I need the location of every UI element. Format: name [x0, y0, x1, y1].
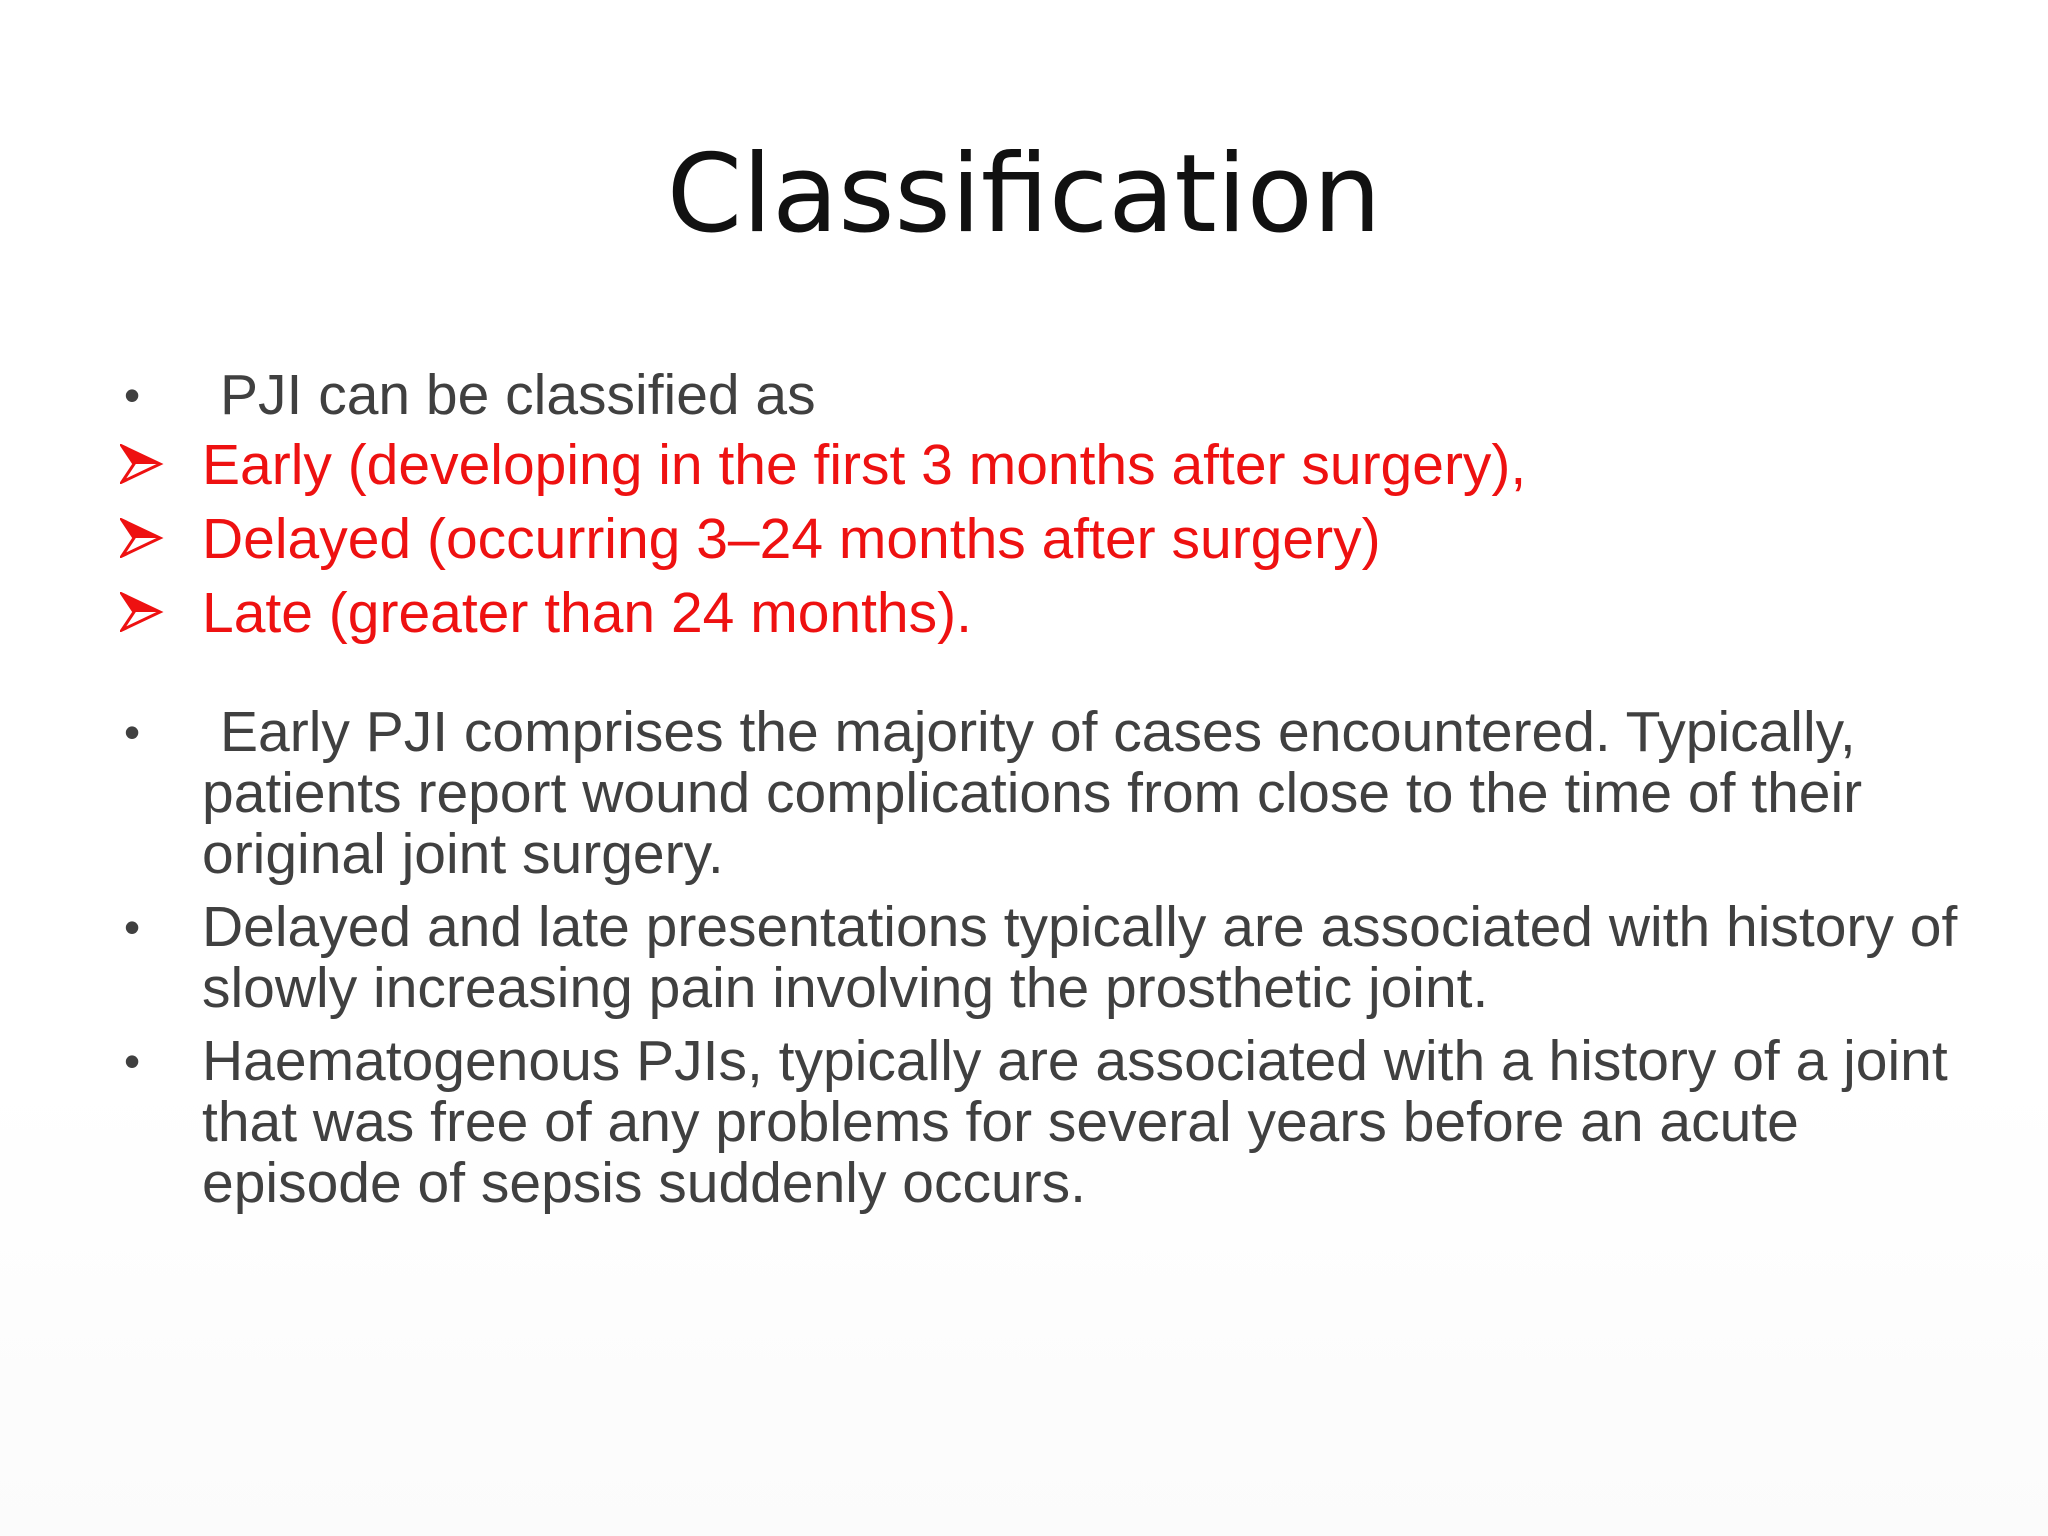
classification-text: Early (developing in the first 3 months after surgery),	[202, 433, 1527, 497]
bullet-text: Haematogenous PJIs, typically are associated with a history of a joint that was free of any problems for several years before an acute episode of sepsis suddenly occurs.	[202, 1029, 1948, 1215]
bullet-dot-icon: •	[124, 901, 141, 953]
classification-text: Delayed (occurring 3–24 months after surgery)	[202, 507, 1381, 571]
bullet-list	[120, 365, 1980, 1214]
bullet-item-early-pji	[120, 702, 1980, 885]
bullet-item-intro	[120, 365, 1980, 426]
classification-item-early	[120, 428, 1980, 502]
classification-item-late	[120, 576, 1980, 650]
slide-title: Classification	[666, 132, 1382, 257]
arrowhead-bullet-icon	[120, 592, 164, 632]
bullet-dot-icon: •	[124, 1035, 141, 1087]
bullet-text: PJI can be classified as	[220, 363, 816, 427]
classification-item-delayed	[120, 502, 1980, 576]
bullet-item-delayed-late	[120, 897, 1980, 1019]
arrowhead-bullet-icon	[120, 444, 164, 484]
bullet-text: Delayed and late presentations typically are associated with history of slowly increasing pain involving the prosthetic joint.	[202, 895, 1958, 1020]
bullet-dot-icon: •	[124, 706, 141, 758]
bullet-dot-icon: •	[124, 369, 141, 421]
classification-text: Late (greater than 24 months).	[202, 581, 972, 645]
bullet-item-haematogenous	[120, 1031, 1980, 1214]
bullet-text: Early PJI comprises the majority of cases encountered. Typically, patients report wound complications from close to the time of their original joint surgery.	[202, 700, 1863, 886]
arrowhead-bullet-icon	[120, 518, 164, 558]
